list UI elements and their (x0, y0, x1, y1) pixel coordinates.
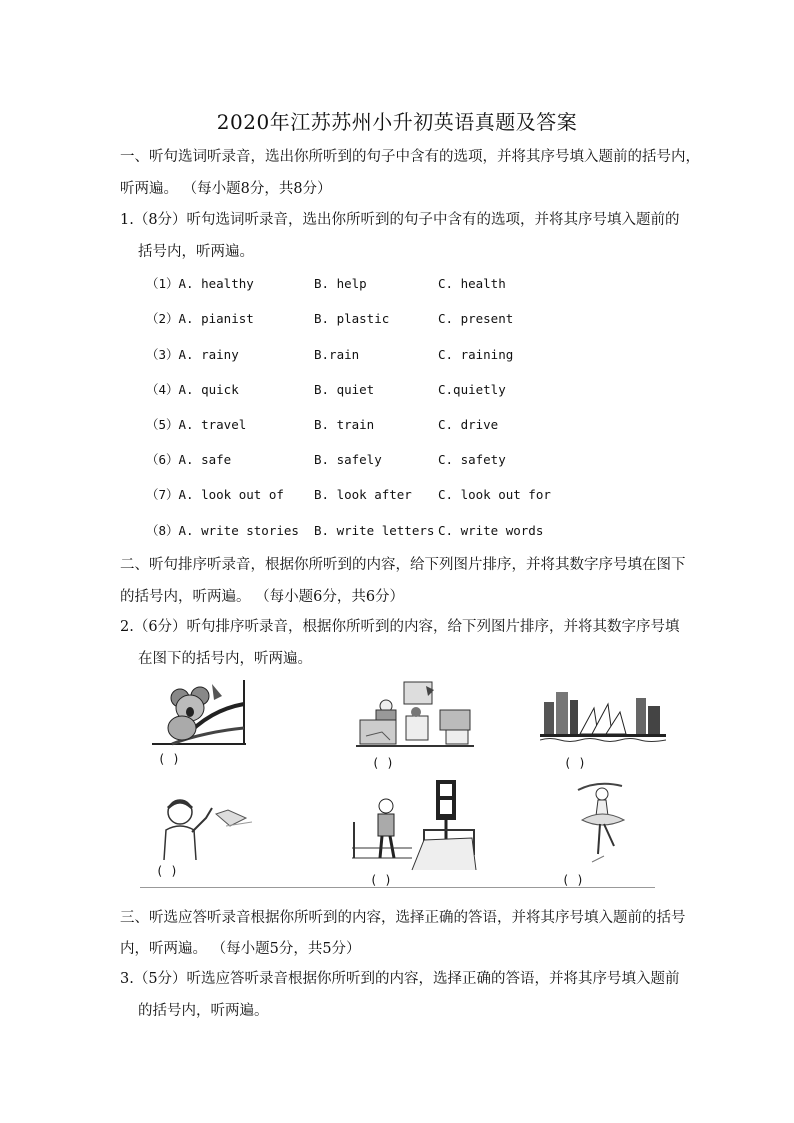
option-3c: C. raining (438, 347, 514, 362)
option-1a: （1）A. healthy (146, 276, 254, 291)
option-5a: （5）A. travel (146, 417, 247, 432)
question2-line1: 2.（6分）听句排序听录音，根据你所听到的内容，给下列图片排序，并将其数字序号填 (120, 619, 680, 635)
answer-paren-4[interactable]: ( ) (156, 864, 178, 878)
option-6a: （6）A. safe (146, 452, 232, 467)
messy-room-picture (356, 680, 476, 750)
answer-paren-1[interactable]: ( ) (158, 752, 180, 766)
option-7a: （7）A. look out of (146, 487, 284, 502)
section2-heading-line2: 的括号内，听两遍。 （每小题6分，共6分） (120, 589, 405, 605)
option-7c: C. look out for (438, 487, 551, 502)
option-5b: B. train (314, 417, 375, 432)
option-3b: B.rain (314, 347, 360, 362)
option-2a: （2）A. pianist (146, 311, 254, 326)
boy-waving-picture (156, 796, 256, 862)
page-title: 2020年江苏苏州小升初英语真题及答案 (216, 110, 578, 134)
option-8c: C. write words (438, 523, 544, 538)
ballet-dancer-picture (558, 780, 654, 870)
option-2b: B. plastic (314, 311, 390, 326)
city-skyline-picture (540, 686, 666, 744)
option-4b: B. quiet (314, 382, 375, 397)
section3-heading-line2: 内，听两遍。 （每小题5分，共5分） (120, 941, 361, 957)
section3-heading-line1: 三、听选应答听录音根据你所听到的内容，选择正确的答语，并将其序号填入题前的括号 (120, 910, 686, 926)
answer-paren-2[interactable]: ( ) (372, 756, 394, 770)
option-4c: C.quietly (438, 382, 506, 397)
section1-heading-line1: 一、听句选词听录音，选出你所听到的句子中含有的选项，并将其序号填入题前的括号内， (120, 149, 700, 165)
option-1c: C. health (438, 276, 506, 291)
section2-heading-line1: 二、听句排序听录音，根据你所听到的内容，给下列图片排序，并将其数字序号填在图下 (120, 557, 686, 573)
answer-paren-3[interactable]: ( ) (564, 756, 586, 770)
option-8a: （8）A. write stories (146, 523, 299, 538)
koala-picture (152, 678, 248, 746)
option-5c: C. drive (438, 417, 499, 432)
divider-line (140, 887, 655, 888)
option-7b: B. look after (314, 487, 412, 502)
option-1b: B. help (314, 276, 367, 291)
option-4a: （4）A. quick (146, 382, 239, 397)
option-8b: B. write letters (314, 523, 435, 538)
question3-line2: 的括号内，听两遍。 (138, 1003, 269, 1019)
boy-crossing-street-picture (352, 778, 478, 874)
question2-line2: 在图下的括号内，听两遍。 (138, 651, 312, 667)
question1-line2: 括号内，听两遍。 (138, 244, 254, 260)
option-6b: B. safely (314, 452, 382, 467)
option-2c: C. present (438, 311, 514, 326)
answer-paren-5[interactable]: ( ) (370, 873, 392, 887)
option-6c: C. safety (438, 452, 506, 467)
question1-line1: 1.（8分）听句选词听录音，选出你所听到的句子中含有的选项，并将其序号填入题前的 (120, 212, 680, 228)
question3-line1: 3.（5分）听选应答听录音根据你所听到的内容，选择正确的答语，并将其序号填入题前 (120, 971, 680, 987)
answer-paren-6[interactable]: ( ) (562, 873, 584, 887)
section1-heading-line2: 听两遍。 （每小题8分，共8分） (120, 181, 332, 197)
option-3a: （3）A. rainy (146, 347, 239, 362)
